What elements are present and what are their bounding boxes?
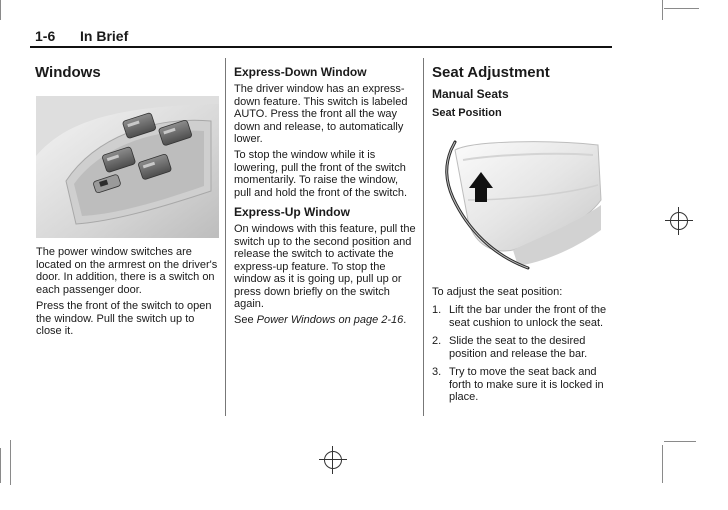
step-text: Slide the seat to the desired position and release the bar.: [449, 335, 588, 360]
crop-mark: [0, 448, 1, 483]
column-divider: [225, 58, 226, 416]
windows-intro: The power window switches are located on the armrest on the driver's door. In addition, there is a switch on each passenger door.: [36, 246, 218, 296]
manual-seats-heading: Manual Seats: [432, 87, 509, 101]
crop-mark: [662, 445, 663, 483]
column-divider: [423, 58, 424, 416]
window-switch-illustration: [36, 96, 219, 238]
seat-lever-image: [433, 140, 608, 272]
express-up-p1: On windows with this feature, pull the switch up to the second position and release the switch to activate the express-up feature. To stop the window as it is going up, pull up or press down briefly on the switch again.: [234, 223, 416, 310]
list-item: [432, 366, 612, 404]
seat-steps-list: [432, 304, 612, 404]
step-number: 1.: [432, 304, 442, 316]
step-number: 3.: [432, 366, 442, 378]
windows-heading: Windows: [35, 64, 101, 81]
list-item: [432, 335, 612, 360]
list-item: [432, 304, 612, 329]
express-down-p1: The driver window has an express-down feature. This switch is labeled AUTO. Press the front all the way down and release, to automatically lower.: [234, 83, 408, 145]
crop-mark: [0, 0, 1, 20]
page-number: 1-6: [35, 28, 56, 44]
windows-instruction: Press the front of the switch to open the window. Pull the switch up to close it.: [36, 300, 212, 337]
registration-mark-icon: [324, 451, 342, 469]
step-number: 2.: [432, 335, 442, 347]
express-down-p2: To stop the window while it is lowering, pull the front of the switch momentarily. To raise the window, pull and hold the front of the switch.: [234, 149, 408, 199]
crop-mark: [664, 8, 699, 9]
seat-position-heading: Seat Position: [432, 107, 502, 119]
see-prefix: See: [234, 314, 257, 326]
step-text: Lift the bar under the front of the seat cushion to unlock the seat.: [449, 304, 607, 329]
seat-steps: [432, 304, 612, 410]
power-windows-link[interactable]: Power Windows on page 2-16: [256, 314, 404, 326]
registration-mark-icon: [670, 212, 688, 230]
step-text: Try to move the seat back and forth to make sure it is locked in place.: [449, 366, 604, 403]
seat-adjustment-heading: Seat Adjustment: [432, 64, 550, 81]
crop-mark: [10, 440, 11, 485]
express-down-heading: Express-Down Window: [234, 65, 367, 79]
express-up-heading: Express-Up Window: [234, 205, 350, 219]
see-suffix: .: [403, 314, 407, 326]
crop-mark: [662, 0, 663, 20]
door-switch-panel-image: [36, 96, 219, 238]
express-up-see-reference: [234, 314, 418, 327]
crop-mark: [664, 441, 696, 442]
seat-intro: To adjust the seat position:: [432, 286, 563, 298]
header-rule: [30, 46, 612, 48]
seat-bar-illustration: [433, 140, 608, 272]
chapter-title: In Brief: [80, 28, 129, 44]
